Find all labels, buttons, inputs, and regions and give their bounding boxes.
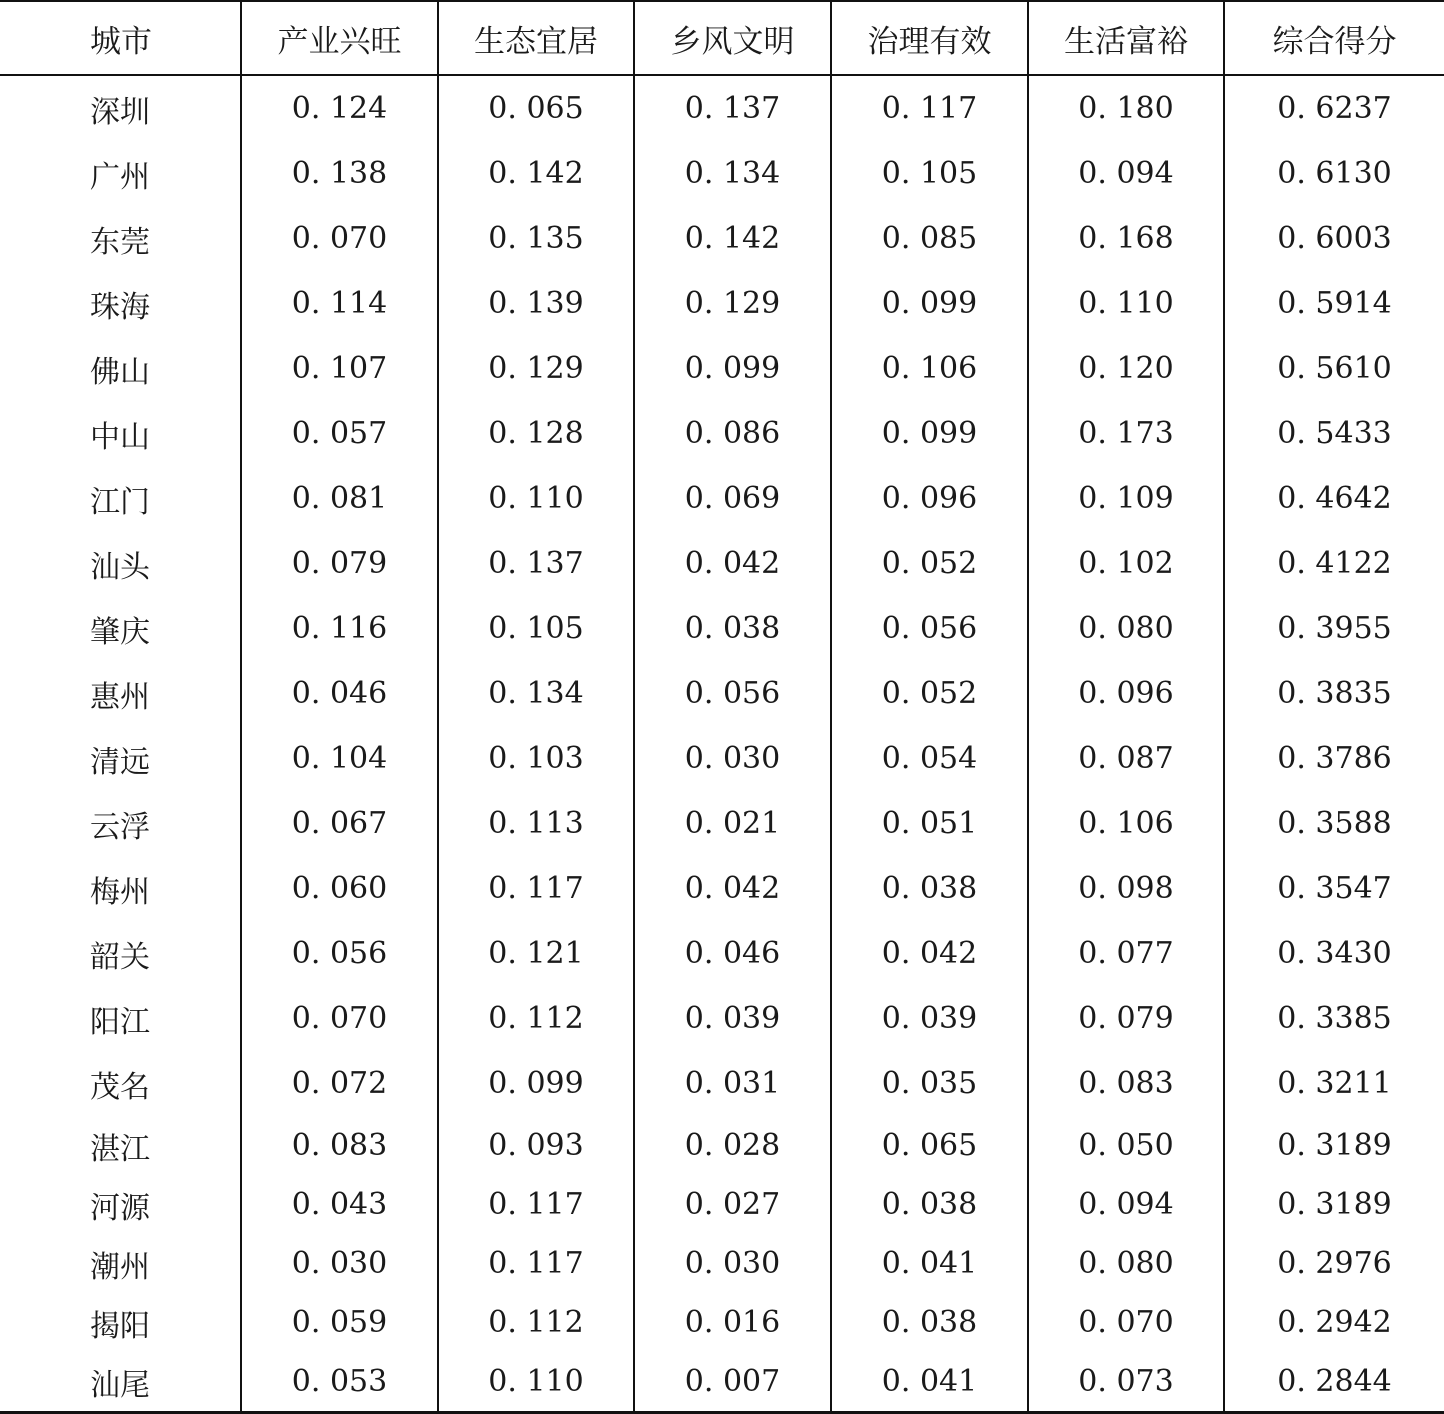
city-cell: 汕头	[90, 549, 150, 585]
total-score-cell: 0. 5914	[1224, 271, 1444, 336]
total-score-cell: 0. 3955	[1224, 596, 1444, 661]
industry-cell: 0. 083	[241, 1116, 438, 1175]
governance-cell: 0. 035	[831, 1051, 1028, 1116]
city-cell: 云浮	[90, 809, 150, 845]
governance-cell: 0. 051	[831, 791, 1028, 856]
table-row	[0, 206, 1444, 271]
ecology-cell: 0. 117	[438, 1234, 634, 1293]
table-row	[0, 921, 1444, 986]
prosperity-cell: 0. 106	[1028, 791, 1224, 856]
civility-cell: 0. 016	[634, 1293, 831, 1352]
city-cell: 汕尾	[0, 1352, 241, 1413]
total-score-cell: 0. 3547	[1224, 856, 1444, 921]
civility-cell: 0. 086	[634, 401, 831, 466]
column-header-total-score: 综合得分	[1224, 1, 1444, 75]
column-header-prosperity: 生活富裕	[1028, 1, 1224, 75]
civility-cell: 0. 069	[634, 466, 831, 531]
governance-cell: 0. 096	[831, 466, 1028, 531]
table-row	[0, 1234, 1444, 1293]
industry-cell: 0. 030	[241, 1234, 438, 1293]
total-score-cell: 0. 6130	[1224, 141, 1444, 206]
table-row	[0, 986, 1444, 1051]
civility-cell: 0. 038	[634, 596, 831, 661]
industry-cell: 0. 043	[241, 1175, 438, 1234]
city-cell: 潮州	[90, 1249, 150, 1285]
civility-cell: 0. 042	[634, 856, 831, 921]
table-row	[0, 1175, 1444, 1234]
prosperity-cell: 0. 070	[1028, 1293, 1224, 1352]
table-row	[0, 271, 1444, 336]
city-cell: 阳江	[90, 1004, 150, 1040]
column-header-industry: 产业兴旺	[241, 1, 438, 75]
industry-cell: 0. 079	[241, 531, 438, 596]
prosperity-cell: 0. 110	[1028, 271, 1224, 336]
ecology-cell: 0. 105	[438, 596, 634, 661]
industry-cell: 0. 081	[241, 466, 438, 531]
city-cell: 珠海	[90, 289, 150, 325]
civility-cell: 0. 039	[634, 986, 831, 1051]
governance-cell: 0. 052	[831, 661, 1028, 726]
ecology-cell: 0. 134	[438, 661, 634, 726]
prosperity-cell: 0. 073	[1028, 1352, 1224, 1413]
table-row	[0, 1293, 1444, 1352]
governance-cell: 0. 056	[831, 596, 1028, 661]
ecology-cell: 0. 113	[438, 791, 634, 856]
industry-cell: 0. 114	[241, 271, 438, 336]
prosperity-cell: 0. 050	[1028, 1116, 1224, 1175]
column-header-city: 城市	[0, 1, 241, 75]
ecology-cell: 0. 103	[438, 726, 634, 791]
ecology-cell: 0. 117	[438, 1175, 634, 1234]
industry-cell: 0. 059	[241, 1293, 438, 1352]
governance-cell: 0. 038	[831, 1293, 1028, 1352]
total-score-cell: 0. 4122	[1224, 531, 1444, 596]
city-cell: 茂名	[90, 1069, 150, 1105]
governance-cell: 0. 085	[831, 206, 1028, 271]
city-cell: 河源	[90, 1190, 150, 1226]
column-header-governance: 治理有效	[831, 1, 1028, 75]
total-score-cell: 0. 3189	[1224, 1116, 1444, 1175]
prosperity-cell: 0. 109	[1028, 466, 1224, 531]
civility-cell: 0. 056	[634, 661, 831, 726]
city-cell: 东莞	[90, 224, 150, 260]
governance-cell: 0. 052	[831, 531, 1028, 596]
city-cell: 惠州	[90, 679, 150, 715]
industry-cell: 0. 104	[241, 726, 438, 791]
prosperity-cell: 0. 079	[1028, 986, 1224, 1051]
prosperity-cell: 0. 080	[1028, 596, 1224, 661]
table-row	[0, 596, 1444, 661]
industry-cell: 0. 060	[241, 856, 438, 921]
prosperity-cell: 0. 168	[1028, 206, 1224, 271]
ecology-cell: 0. 142	[438, 141, 634, 206]
table-row	[0, 531, 1444, 596]
civility-cell: 0. 137	[634, 75, 831, 141]
total-score-cell: 0. 3385	[1224, 986, 1444, 1051]
city-cell: 中山	[90, 419, 150, 455]
industry-cell: 0. 070	[241, 206, 438, 271]
industry-cell: 0. 070	[241, 986, 438, 1051]
city-cell: 湛江	[90, 1131, 150, 1167]
header-row	[0, 1, 1444, 75]
industry-cell: 0. 107	[241, 336, 438, 401]
city-cell: 深圳	[90, 94, 150, 130]
governance-cell: 0. 099	[831, 401, 1028, 466]
prosperity-cell: 0. 180	[1028, 75, 1224, 141]
total-score-cell: 0. 2942	[1224, 1293, 1444, 1352]
table-row	[0, 336, 1444, 401]
governance-cell: 0. 041	[831, 1234, 1028, 1293]
column-header-ecology: 生态宜居	[438, 1, 634, 75]
ecology-cell: 0. 093	[438, 1116, 634, 1175]
ecology-cell: 0. 135	[438, 206, 634, 271]
table-body	[0, 75, 1444, 1413]
total-score-cell: 0. 3786	[1224, 726, 1444, 791]
total-score-cell: 0. 5433	[1224, 401, 1444, 466]
prosperity-cell: 0. 102	[1028, 531, 1224, 596]
prosperity-cell: 0. 077	[1028, 921, 1224, 986]
ecology-cell: 0. 117	[438, 856, 634, 921]
governance-cell: 0. 039	[831, 986, 1028, 1051]
total-score-cell: 0. 3835	[1224, 661, 1444, 726]
ecology-cell: 0. 065	[438, 75, 634, 141]
civility-cell: 0. 007	[634, 1352, 831, 1413]
industry-cell: 0. 116	[241, 596, 438, 661]
total-score-cell: 0. 5610	[1224, 336, 1444, 401]
ecology-cell: 0. 137	[438, 531, 634, 596]
industry-cell: 0. 067	[241, 791, 438, 856]
total-score-cell: 0. 6003	[1224, 206, 1444, 271]
city-cell: 肇庆	[90, 614, 150, 650]
prosperity-cell: 0. 087	[1028, 726, 1224, 791]
total-score-cell: 0. 2844	[1224, 1352, 1444, 1413]
city-cell: 韶关	[90, 939, 150, 975]
ecology-cell: 0. 110	[438, 466, 634, 531]
ecology-cell: 0. 112	[438, 1293, 634, 1352]
prosperity-cell: 0. 080	[1028, 1234, 1224, 1293]
ecology-cell: 0. 121	[438, 921, 634, 986]
city-cell: 江门	[90, 484, 150, 520]
prosperity-cell: 0. 083	[1028, 1051, 1224, 1116]
governance-cell: 0. 117	[831, 75, 1028, 141]
civility-cell: 0. 129	[634, 271, 831, 336]
ecology-cell: 0. 099	[438, 1051, 634, 1116]
civility-cell: 0. 031	[634, 1051, 831, 1116]
governance-cell: 0. 041	[831, 1352, 1028, 1413]
table-row	[0, 1051, 1444, 1116]
governance-cell: 0. 099	[831, 271, 1028, 336]
governance-cell: 0. 105	[831, 141, 1028, 206]
industry-cell: 0. 072	[241, 1051, 438, 1116]
total-score-cell: 0. 2976	[1224, 1234, 1444, 1293]
table-row	[0, 791, 1444, 856]
prosperity-cell: 0. 098	[1028, 856, 1224, 921]
total-score-cell: 0. 3211	[1224, 1051, 1444, 1116]
prosperity-cell: 0. 094	[1028, 1175, 1224, 1234]
table-row	[0, 401, 1444, 466]
civility-cell: 0. 099	[634, 336, 831, 401]
civility-cell: 0. 030	[634, 726, 831, 791]
ecology-cell: 0. 129	[438, 336, 634, 401]
table-row	[0, 1116, 1444, 1175]
civility-cell: 0. 030	[634, 1234, 831, 1293]
table-row	[0, 75, 1444, 141]
table-row	[0, 661, 1444, 726]
civility-cell: 0. 042	[634, 531, 831, 596]
industry-cell: 0. 138	[241, 141, 438, 206]
ecology-cell: 0. 110	[438, 1352, 634, 1413]
civility-cell: 0. 142	[634, 206, 831, 271]
ecology-cell: 0. 128	[438, 401, 634, 466]
civility-cell: 0. 028	[634, 1116, 831, 1175]
governance-cell: 0. 106	[831, 336, 1028, 401]
ecology-cell: 0. 139	[438, 271, 634, 336]
prosperity-cell: 0. 120	[1028, 336, 1224, 401]
table-row	[0, 1352, 1444, 1413]
civility-cell: 0. 021	[634, 791, 831, 856]
industry-cell: 0. 053	[241, 1352, 438, 1413]
total-score-cell: 0. 6237	[1224, 75, 1444, 141]
column-header-civility: 乡风文明	[634, 1, 831, 75]
industry-cell: 0. 124	[241, 75, 438, 141]
city-cell: 佛山	[90, 354, 150, 390]
industry-cell: 0. 056	[241, 921, 438, 986]
governance-cell: 0. 038	[831, 856, 1028, 921]
governance-cell: 0. 054	[831, 726, 1028, 791]
table-row	[0, 856, 1444, 921]
table-row	[0, 141, 1444, 206]
civility-cell: 0. 027	[634, 1175, 831, 1234]
prosperity-cell: 0. 173	[1028, 401, 1224, 466]
total-score-cell: 0. 3189	[1224, 1175, 1444, 1234]
civility-cell: 0. 046	[634, 921, 831, 986]
industry-cell: 0. 057	[241, 401, 438, 466]
total-score-cell: 0. 4642	[1224, 466, 1444, 531]
governance-cell: 0. 065	[831, 1116, 1028, 1175]
industry-cell: 0. 046	[241, 661, 438, 726]
total-score-cell: 0. 3588	[1224, 791, 1444, 856]
prosperity-cell: 0. 094	[1028, 141, 1224, 206]
total-score-cell: 0. 3430	[1224, 921, 1444, 986]
governance-cell: 0. 038	[831, 1175, 1028, 1234]
governance-cell: 0. 042	[831, 921, 1028, 986]
table-row	[0, 466, 1444, 531]
civility-cell: 0. 134	[634, 141, 831, 206]
ecology-cell: 0. 112	[438, 986, 634, 1051]
city-cell: 揭阳	[90, 1308, 150, 1344]
table-row	[0, 726, 1444, 791]
city-cell: 广州	[90, 159, 150, 195]
city-cell: 清远	[90, 744, 150, 780]
prosperity-cell: 0. 096	[1028, 661, 1224, 726]
city-cell: 梅州	[90, 874, 150, 910]
